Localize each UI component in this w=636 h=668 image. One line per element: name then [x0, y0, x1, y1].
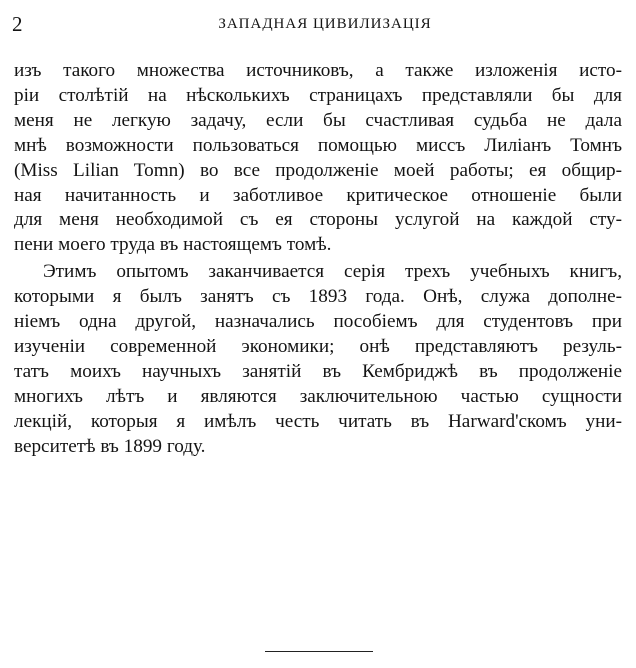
footer-rule [265, 651, 373, 652]
text-line: многихъ лѣтъ и являются заключительною частью сущности [14, 385, 622, 407]
text-line: ріи столѣтій на нѣсколькихъ страницахъ представляли бы для [14, 84, 622, 106]
text-line: мнѣ возможности пользоваться помощью миссъ Лиліанъ Томнъ [14, 134, 622, 156]
text-line: ная начитанность и заботливое критическое отношеніе были [14, 184, 622, 206]
text-line: (Miss Lilian Tomn) во все продолженіе моей работы; ея общир- [14, 159, 622, 181]
paragraph-2 [14, 260, 622, 459]
text-line: изученіи современной экономики; онѣ представляютъ резуль- [14, 335, 622, 357]
text-line: ніемъ одна другой, назначались пособіемъ для студентовъ при [14, 311, 622, 333]
text-line: лекцій, которыя я имѣлъ честь читать въ Harward'скомъ уни- [14, 410, 622, 432]
text-line: пени моего труда въ настоящемъ томѣ. [14, 234, 332, 256]
text-line: татъ моихъ научныхъ занятій въ Кембриджѣ въ продолженіе [14, 360, 622, 382]
text-line: верситетѣ въ 1899 году. [14, 435, 206, 457]
running-title: ЗАПАДНАЯ ЦИВИЛИЗАЦІЯ [218, 16, 432, 32]
body-text [14, 59, 622, 460]
text-line: Этимъ опытомъ заканчивается серія трехъ учебныхъ книгъ, [43, 261, 622, 283]
text-line: меня не легкую задачу, если бы счастливая судьба не дала [14, 109, 622, 131]
text-line: которыми я былъ занятъ съ 1893 года. Онѣ, служа дополне- [14, 286, 622, 308]
page-number: 2 [12, 12, 23, 36]
text-line: изъ такого множества источниковъ, а также изложенія исто- [14, 60, 622, 81]
text-line: для меня необходимой съ ея стороны услугой на каждой сту- [14, 209, 622, 231]
paragraph-1 [14, 59, 622, 258]
